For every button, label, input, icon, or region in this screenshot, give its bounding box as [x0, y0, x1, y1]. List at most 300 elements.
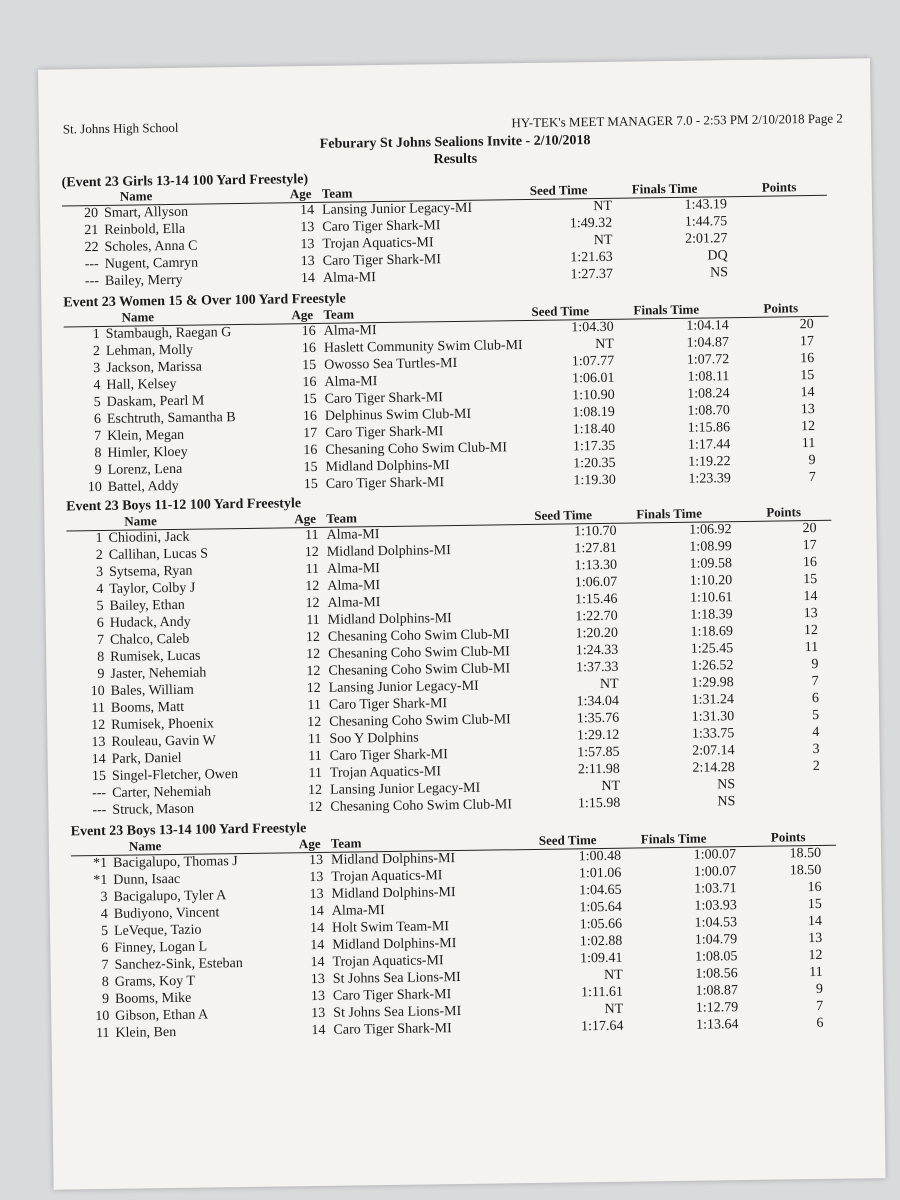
age-cell: 11 [306, 612, 320, 629]
name-cell: Lehman, Molly [105, 342, 194, 359]
points-cell [752, 230, 812, 231]
points-cell [760, 776, 820, 777]
points-cell: 18.50 [789, 862, 822, 879]
team-cell: Chesaning Coho Swim Club-MI [328, 644, 510, 662]
col-finals-header: Finals Time [636, 505, 703, 522]
age-cell: 12 [308, 782, 323, 799]
points-cell: 7 [816, 998, 824, 1015]
place-cell: --- [84, 256, 99, 273]
name-cell: Finney, Logan L [114, 939, 208, 956]
finals-time-cell: 1:08.70 [687, 403, 730, 419]
name-cell: Park, Daniel [111, 750, 182, 767]
team-cell: Midland Dolphins-MI [331, 851, 456, 868]
points-cell: 16 [802, 554, 818, 571]
name-cell: Dunn, Isaac [113, 871, 181, 888]
finals-time-cell: 1:44.75 [684, 214, 728, 230]
team-cell: Haslett Community Swim Club-MI [323, 338, 523, 356]
points-cell: 11 [801, 435, 816, 452]
name-cell: Sytsema, Ryan [108, 563, 193, 580]
finals-time-cell: 1:00.07 [693, 847, 737, 863]
name-cell: Callihan, Lucas S [108, 546, 209, 563]
points-cell: 16 [807, 879, 822, 896]
finals-time-cell: 1:17.44 [687, 437, 731, 453]
seed-time-cell: 1:24.33 [575, 642, 619, 659]
place-cell: 22 [84, 239, 99, 256]
place-cell: 5 [100, 923, 109, 940]
place-cell: *1 [93, 872, 108, 889]
finals-time-cell: 1:04.14 [686, 318, 729, 334]
place-cell: 11 [95, 1025, 110, 1042]
team-cell: Caro Tiger Shark-MI [324, 390, 443, 407]
finals-time-cell: 1:07.72 [686, 352, 730, 368]
seed-time-cell: 1:20.35 [573, 455, 616, 472]
seed-time-cell: 1:11.61 [581, 984, 624, 1001]
place-cell: 8 [94, 445, 102, 462]
age-cell: 11 [308, 748, 322, 765]
age-cell: 16 [302, 374, 317, 391]
place-cell: 7 [96, 632, 105, 649]
points-cell: 13 [800, 401, 815, 418]
points-cell [760, 793, 820, 794]
age-cell: 16 [301, 323, 316, 340]
team-cell: Chesaning Coho Swim Club-MI [327, 627, 510, 645]
seed-time-cell: NT [604, 1001, 624, 1017]
seed-time-cell: 1:21.63 [570, 249, 613, 266]
team-cell: Caro Tiger Shark-MI [328, 696, 448, 713]
col-age-header: Age [298, 835, 321, 852]
seed-time-cell: 2:11.98 [577, 761, 620, 778]
col-seed-header: Seed Time [529, 182, 588, 198]
team-cell: Trojan Aquatics-MI [331, 868, 443, 885]
points-cell [752, 196, 812, 197]
age-cell: 15 [303, 476, 318, 493]
team-cell: Alma-MI [324, 374, 378, 390]
seed-time-cell: 1:01.06 [578, 865, 622, 882]
finals-time-cell: 1:00.07 [693, 864, 737, 880]
points-cell: 3 [812, 741, 820, 758]
place-cell: 13 [91, 734, 106, 751]
finals-time-cell: 1:08.87 [695, 983, 739, 999]
finals-time-cell: 2:01.27 [684, 231, 728, 247]
name-cell: Bales, William [110, 682, 194, 699]
col-age-header: Age [289, 186, 312, 202]
name-cell: Klein, Ben [115, 1024, 177, 1041]
points-cell: 9 [808, 452, 816, 469]
age-cell: 13 [310, 971, 325, 988]
team-cell: Alma-MI [323, 323, 377, 339]
place-cell: 10 [90, 683, 105, 700]
col-points-header: Points [770, 829, 806, 845]
finals-time-cell: 1:03.93 [694, 898, 737, 914]
points-cell: 7 [811, 673, 819, 690]
points-cell: 17 [802, 537, 817, 554]
team-cell: Caro Tiger Shark-MI [322, 218, 441, 235]
seed-time-cell: 1:00.48 [578, 848, 622, 865]
place-cell: 9 [97, 666, 105, 683]
seed-time-cell: 1:10.70 [574, 523, 617, 540]
name-cell: Bailey, Merry [104, 272, 183, 289]
place-cell: 5 [96, 598, 104, 615]
finals-time-cell: 1:31.30 [691, 709, 735, 725]
name-cell: Daskam, Pearl M [106, 393, 205, 410]
place-cell: 4 [96, 581, 104, 598]
age-cell: 15 [302, 391, 317, 408]
age-cell: 11 [305, 561, 320, 578]
points-cell: 20 [802, 520, 817, 537]
finals-time-cell: 1:31.24 [691, 692, 735, 708]
name-cell: Smart, Allyson [103, 204, 189, 221]
place-cell: 1 [92, 326, 100, 343]
points-cell: 11 [809, 964, 823, 981]
col-team-header: Team [326, 510, 358, 526]
place-cell: 20 [83, 205, 99, 222]
age-cell: 12 [306, 680, 321, 697]
seed-time-cell: 1:49.32 [569, 215, 613, 232]
finals-time-cell: 1:08.56 [695, 966, 738, 982]
name-cell: Budiyono, Vincent [113, 905, 220, 922]
name-cell: Hall, Kelsey [106, 376, 177, 393]
finals-time-cell: 1:43.19 [684, 197, 728, 213]
team-cell: Trojan Aquatics-MI [329, 764, 442, 781]
finals-time-cell: 1:04.87 [686, 335, 730, 351]
name-cell: Himler, Kloey [107, 444, 188, 461]
team-cell: Alma-MI [326, 561, 381, 577]
name-cell: Struck, Mason [112, 801, 195, 818]
team-cell: Owosso Sea Turtles-MI [324, 355, 458, 373]
place-cell: 9 [101, 991, 110, 1008]
points-cell [753, 247, 813, 248]
finals-time-cell: 1:29.98 [691, 675, 734, 691]
name-cell: Gibson, Ethan A [115, 1007, 209, 1024]
finals-time-cell: 1:08.99 [689, 539, 732, 555]
place-cell: 3 [93, 360, 101, 377]
name-cell: Lorenz, Lena [107, 461, 183, 478]
points-cell: 15 [800, 367, 815, 384]
age-cell: 14 [299, 202, 315, 219]
name-cell: Singel-Fletcher, Owen [111, 767, 239, 784]
points-cell: 14 [803, 588, 818, 605]
finals-time-cell: 1:18.69 [690, 624, 734, 640]
results-subtitle: Results [433, 151, 478, 168]
age-cell: 11 [307, 731, 322, 748]
team-cell: Trojan Aquatics-MI [332, 953, 444, 970]
place-cell: 6 [96, 615, 104, 632]
finals-time-cell: 1:25.45 [690, 641, 734, 657]
place-cell: 2 [95, 547, 103, 564]
name-cell: Jackson, Marissa [106, 359, 202, 376]
name-cell: Booms, Matt [110, 699, 185, 716]
team-cell: Caro Tiger Shark-MI [333, 1021, 452, 1038]
place-cell: --- [92, 785, 107, 802]
points-cell: 15 [803, 571, 818, 588]
seed-time-cell: NT [595, 336, 615, 353]
name-cell: Rumisek, Phoenix [111, 716, 214, 733]
seed-time-cell: 1:57.85 [577, 744, 620, 761]
name-cell: Bailey, Ethan [109, 597, 185, 614]
place-cell: 3 [100, 889, 108, 906]
seed-time-cell: 1:18.40 [572, 421, 616, 438]
col-name-header: Name [124, 513, 157, 529]
seed-time-cell: NT [593, 198, 613, 215]
name-cell: Reinbold, Ella [104, 221, 186, 238]
points-cell [753, 264, 813, 265]
age-cell: 12 [304, 544, 319, 561]
age-cell: 13 [309, 869, 324, 886]
place-cell: 21 [84, 222, 99, 239]
seed-time-cell: 1:20.20 [575, 625, 619, 642]
name-cell: Chalco, Caleb [109, 631, 190, 648]
col-age-header: Age [294, 510, 317, 527]
age-cell: 13 [310, 988, 326, 1005]
place-cell: 3 [95, 564, 104, 581]
seed-time-cell: 1:10.90 [572, 387, 615, 404]
team-cell: Delphinus Swim Club-MI [324, 406, 472, 424]
age-cell: 12 [306, 663, 321, 680]
team-cell: Midland Dolphins-MI [332, 936, 457, 953]
age-cell: 12 [305, 629, 321, 646]
col-points-header: Points [763, 300, 799, 316]
col-team-header: Team [330, 835, 362, 851]
col-seed-header: Seed Time [531, 303, 590, 319]
finals-time-cell: 1:09.58 [689, 556, 733, 572]
name-cell: Booms, Mike [114, 990, 192, 1007]
age-cell: 14 [300, 270, 316, 287]
seed-time-cell: NT [603, 967, 623, 983]
points-cell: 12 [808, 947, 823, 964]
name-cell: Sanchez-Sink, Esteban [114, 956, 243, 973]
finals-time-cell: 1:03.71 [694, 881, 737, 897]
col-team-header: Team [321, 185, 353, 201]
points-cell: 7 [808, 469, 816, 486]
name-cell: Taylor, Colby J [109, 580, 196, 597]
team-cell: Holt Swim Team-MI [331, 919, 450, 936]
age-cell: 13 [309, 852, 324, 869]
points-cell: 20 [799, 317, 814, 333]
team-cell: Alma-MI [327, 578, 381, 594]
age-cell: 15 [302, 357, 317, 374]
finals-time-cell: 1:19.22 [688, 454, 731, 470]
finals-time-cell: NS [717, 777, 736, 793]
finals-time-cell: 1:26.52 [690, 658, 734, 674]
seed-time-cell: 1:02.88 [579, 933, 623, 950]
seed-time-cell: 1:22.70 [575, 608, 618, 625]
name-cell: Eschtruth, Samantha B [106, 410, 236, 427]
name-cell: Jaster, Nehemiah [110, 665, 207, 682]
event-title: Event 23 Boys 13-14 100 Yard Freestyle [70, 821, 307, 840]
team-cell: Trojan Aquatics-MI [322, 235, 434, 252]
results-sheet [38, 58, 886, 1190]
place-cell: 11 [91, 700, 106, 717]
points-cell: 13 [803, 605, 818, 622]
points-cell: 16 [800, 351, 815, 367]
age-cell: 11 [307, 697, 322, 714]
name-cell: LeVeque, Tazio [113, 922, 202, 939]
col-name-header: Name [119, 188, 153, 204]
place-cell: 4 [93, 377, 101, 394]
col-name-header: Name [128, 838, 162, 854]
finals-time-cell: 1:08.11 [687, 369, 730, 385]
age-cell: 13 [309, 886, 324, 903]
col-finals-header: Finals Time [633, 301, 700, 318]
col-name-header: Name [121, 309, 155, 325]
finals-time-cell: 1:04.79 [694, 932, 738, 948]
seed-time-cell: 1:15.98 [577, 795, 621, 812]
seed-time-cell: 1:08.19 [572, 404, 615, 421]
place-cell: 2 [92, 343, 101, 360]
seed-time-cell: 1:29.12 [576, 727, 620, 744]
name-cell: Grams, Koy T [114, 973, 196, 990]
place-cell: 10 [95, 1008, 110, 1025]
finals-time-cell: 2:07.14 [692, 743, 735, 759]
age-cell: 16 [301, 340, 317, 357]
finals-time-cell: 1:12.79 [695, 1000, 739, 1016]
name-cell: Rouleau, Gavin W [111, 733, 216, 750]
age-cell: 14 [309, 903, 324, 920]
team-cell: Midland Dolphins-MI [331, 885, 456, 902]
age-cell: 13 [300, 219, 315, 236]
team-cell: Chesaning Coho Swim Club-MI [329, 712, 511, 730]
name-cell: Battel, Addy [107, 478, 179, 495]
age-cell: 12 [308, 799, 323, 816]
team-cell: St Johns Sea Lions-MI [332, 969, 461, 987]
finals-time-cell: 1:33.75 [691, 726, 735, 742]
col-finals-header: Finals Time [640, 830, 707, 847]
seed-time-cell: 1:27.37 [570, 266, 614, 283]
place-cell: 8 [97, 649, 105, 666]
place-cell: 10 [87, 479, 102, 496]
seed-time-cell: NT [599, 676, 619, 693]
age-cell: 12 [307, 714, 322, 731]
name-cell: Chiodini, Jack [108, 529, 190, 546]
team-cell: Alma-MI [327, 595, 381, 611]
seed-time-cell: 1:09.41 [580, 950, 623, 967]
points-cell: 12 [803, 622, 819, 639]
age-cell: 16 [303, 442, 318, 459]
finals-time-cell: 1:18.39 [690, 607, 733, 623]
points-cell: 9 [815, 981, 824, 998]
team-cell: Soo Y Dolphins [329, 730, 419, 747]
team-cell: Caro Tiger Shark-MI [329, 747, 448, 764]
team-cell: Caro Tiger Shark-MI [322, 252, 442, 269]
finals-time-cell: 1:04.53 [694, 915, 738, 931]
points-cell: 14 [807, 913, 823, 930]
name-cell: Carter, Nehemiah [112, 784, 212, 801]
meet-title: Feburary St Johns Sealions Invite - 2/10/2018 [319, 133, 591, 152]
place-cell: 6 [101, 940, 109, 957]
age-cell: 14 [309, 920, 325, 937]
team-cell: St Johns Sea Lions-MI [333, 1003, 462, 1021]
points-cell: 11 [804, 639, 819, 656]
age-cell: 11 [308, 765, 322, 782]
event-title: Event 23 Women 15 & Over 100 Yard Freestyle [63, 291, 346, 311]
team-cell: Caro Tiger Shark-MI [332, 987, 452, 1004]
finals-time-cell: 2:14.28 [692, 760, 735, 776]
name-cell: Klein, Megan [107, 427, 185, 444]
points-cell: 14 [800, 384, 815, 401]
seed-time-cell: 1:37.33 [575, 659, 619, 676]
age-cell: 14 [310, 937, 325, 954]
team-cell: Lansing Junior Legacy-MI [328, 678, 479, 696]
name-cell: Nugent, Camryn [104, 255, 199, 272]
age-cell: 14 [310, 954, 325, 971]
finals-time-cell: 1:08.24 [687, 386, 730, 402]
seed-time-cell: 1:05.64 [579, 899, 622, 916]
software-info: HY-TEK's MEET MANAGER 7.0 - 2:53 PM 2/10/2018 Page 2 [511, 110, 843, 131]
finals-time-cell: DQ [707, 248, 728, 264]
col-points-header: Points [766, 504, 802, 520]
name-cell: Hudack, Andy [109, 614, 191, 631]
finals-time-cell: 1:23.39 [688, 471, 731, 487]
points-cell: 5 [812, 707, 820, 724]
seed-time-cell: 1:05.66 [579, 916, 623, 933]
col-age-header: Age [291, 306, 314, 323]
points-cell: 9 [811, 656, 819, 673]
seed-time-cell: 1:17.64 [580, 1018, 624, 1035]
finals-time-cell: 1:08.05 [694, 949, 738, 965]
age-cell: 17 [303, 425, 318, 442]
age-cell: 15 [303, 459, 318, 476]
finals-time-cell: 1:15.86 [687, 420, 731, 436]
name-cell: Bacigalupo, Tyler A [113, 888, 227, 905]
team-cell: Midland Dolphins-MI [326, 543, 451, 560]
event-title: Event 23 Boys 11-12 100 Yard Freestyle [66, 496, 302, 515]
seed-time-cell: 1:35.76 [576, 710, 620, 727]
team-cell: Midland Dolphins-MI [325, 458, 450, 475]
seed-time-cell: 1:06.07 [574, 574, 618, 591]
seed-time-cell: NT [601, 778, 621, 795]
seed-time-cell: 1:27.81 [574, 540, 617, 557]
team-cell: Chesaning Coho Swim Club-MI [328, 661, 511, 679]
place-cell: 8 [101, 974, 109, 991]
seed-time-cell: 1:04.30 [571, 319, 614, 336]
team-cell: Lansing Junior Legacy-MI [321, 200, 473, 218]
team-cell: Chesaning Coho Swim Club-MI [330, 797, 513, 815]
seed-time-cell: NT [593, 232, 613, 249]
name-cell: Stambaugh, Raegan G [105, 325, 232, 342]
seed-time-cell: 1:04.65 [579, 882, 622, 899]
col-finals-header: Finals Time [631, 180, 698, 197]
col-seed-header: Seed Time [538, 832, 597, 848]
points-cell: 6 [816, 1015, 824, 1032]
team-cell: Midland Dolphins-MI [327, 611, 452, 628]
age-cell: 13 [311, 1005, 326, 1022]
name-cell: Rumisek, Lucas [110, 648, 201, 665]
place-cell: 6 [93, 411, 102, 428]
age-cell: 16 [302, 408, 318, 425]
col-seed-header: Seed Time [534, 507, 593, 523]
age-cell: 11 [304, 527, 319, 544]
points-cell: 4 [812, 724, 820, 741]
place-cell: 7 [101, 957, 109, 974]
age-cell: 12 [305, 595, 320, 612]
points-cell: 6 [811, 690, 819, 707]
team-cell: Lansing Junior Legacy-MI [330, 780, 481, 798]
seed-time-cell: 1:19.30 [573, 472, 616, 489]
col-team-header: Team [323, 306, 355, 322]
name-cell: Bacigalupo, Thomas J [113, 854, 238, 871]
name-cell: Scholes, Anna C [104, 238, 198, 255]
finals-time-cell: 1:13.64 [695, 1017, 739, 1033]
school-name: St. Johns High School [62, 119, 179, 137]
points-cell: 2 [812, 758, 820, 775]
age-cell: 14 [311, 1022, 326, 1039]
event-title: (Event 23 Girls 13-14 100 Yard Freestyle) [61, 172, 309, 191]
points-cell: 15 [807, 896, 822, 913]
age-cell: 12 [305, 578, 320, 595]
points-cell [752, 213, 812, 214]
seed-time-cell: 1:13.30 [574, 557, 618, 574]
team-cell: Alma-MI [331, 903, 385, 919]
